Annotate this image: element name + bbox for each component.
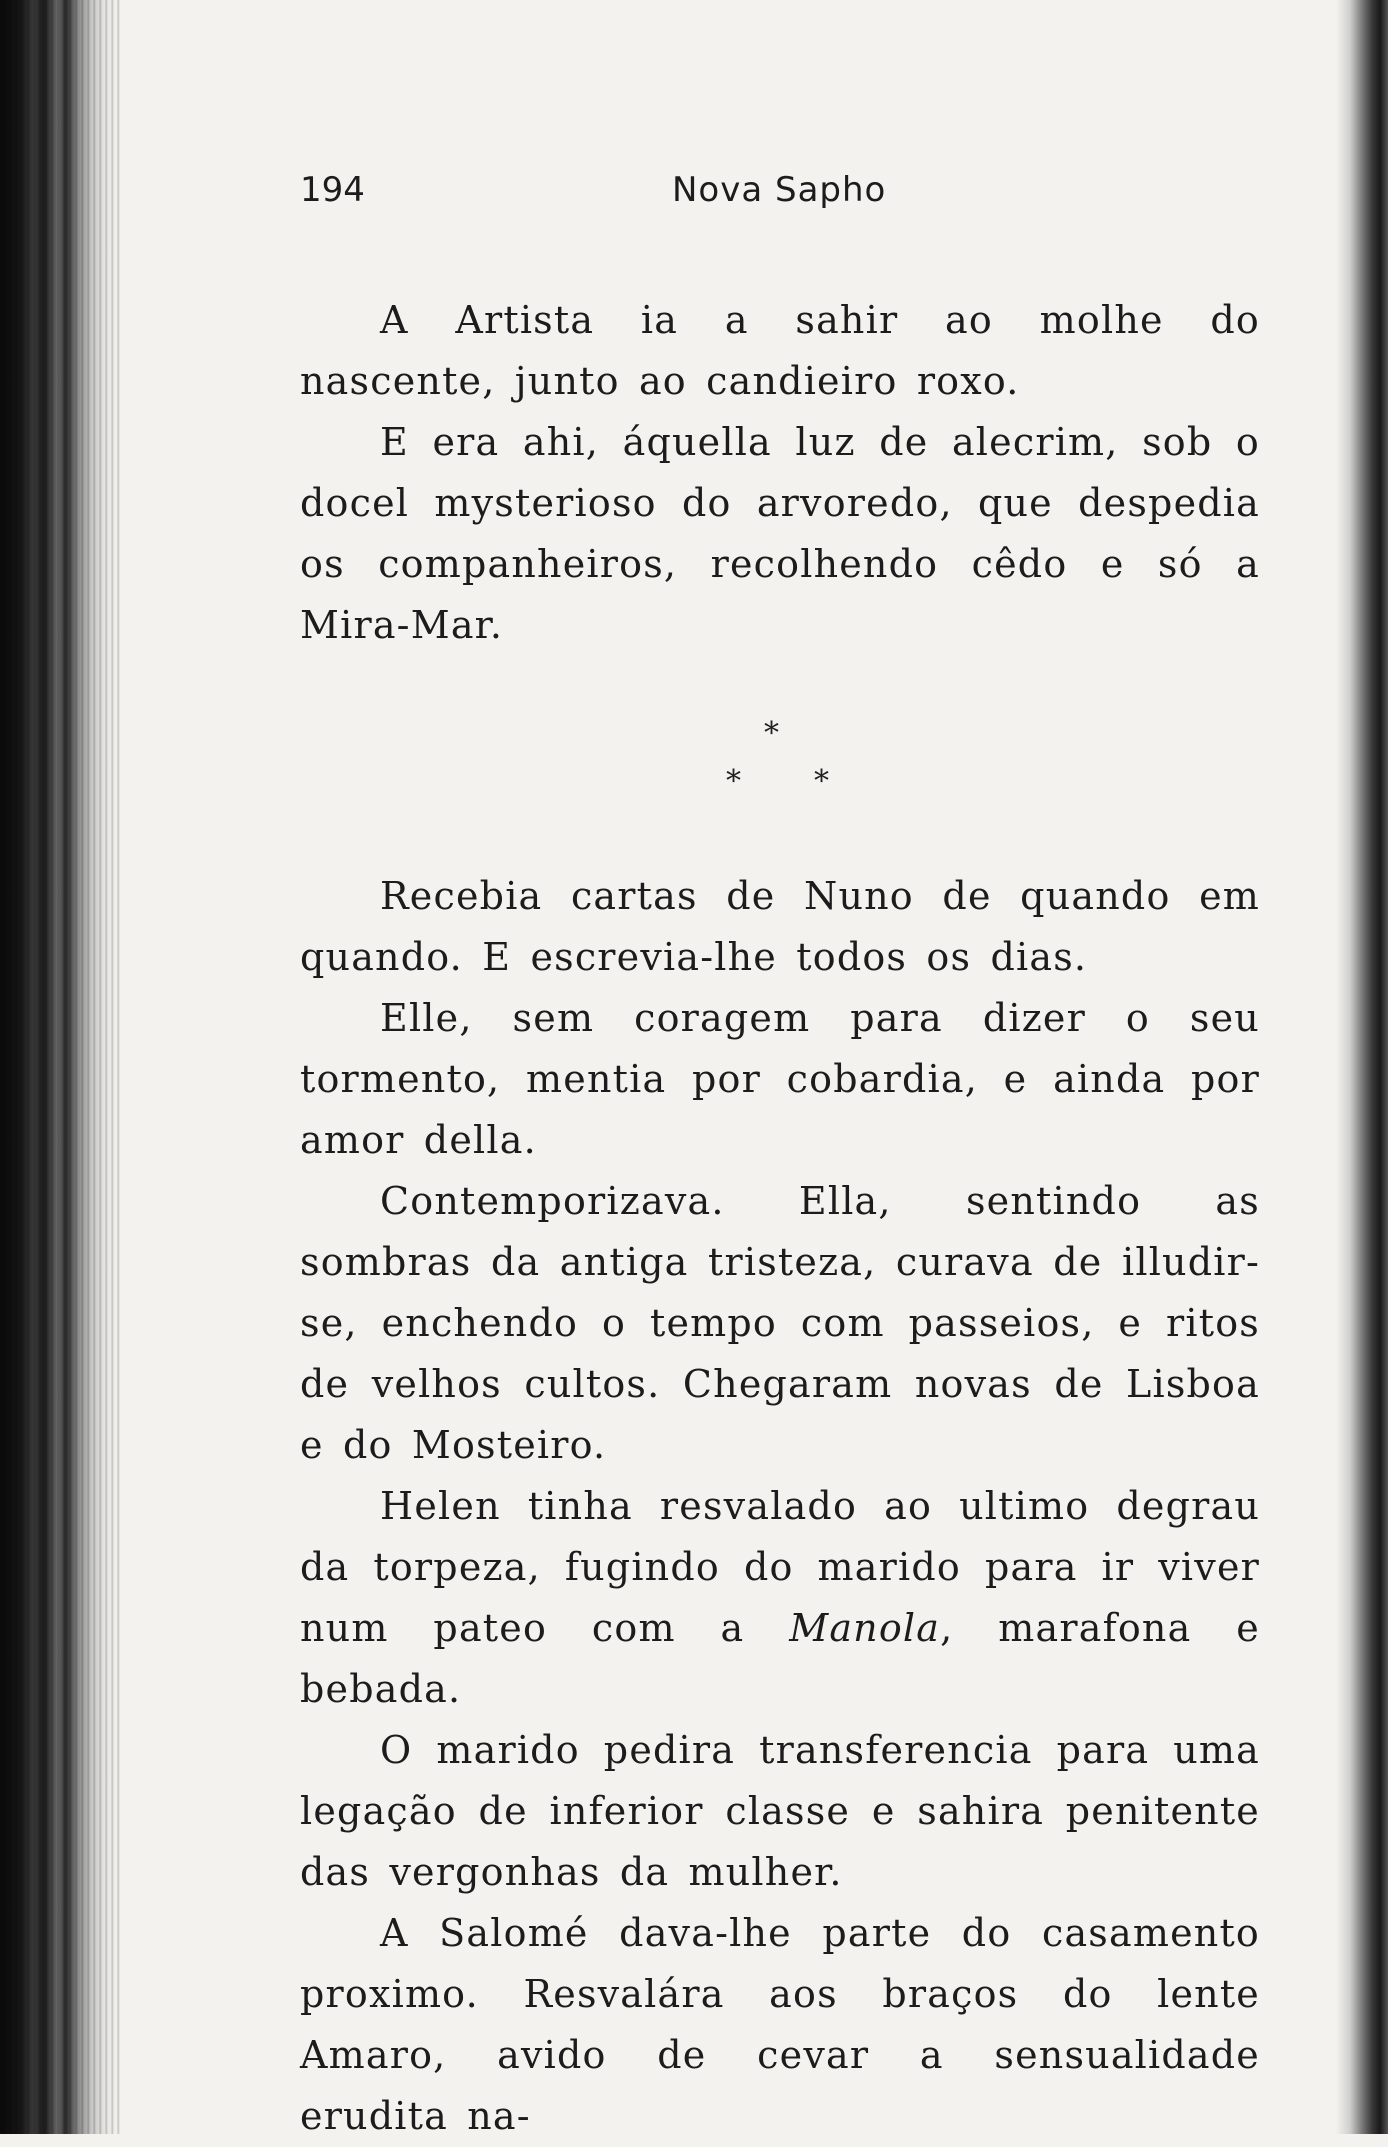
book-page xyxy=(300,160,1260,2147)
paragraph: E era ahi, áquella luz de alecrim, sob o docel mysterioso do arvoredo, que despedia os companheiros, recolhendo cêdo e só a Mira-Mar. xyxy=(300,420,1260,647)
text-section-1 xyxy=(300,290,1260,656)
text-section-2 xyxy=(300,866,1260,2147)
paragraph: O marido pedira transferencia para uma legação de inferior classe e sahira penitente das vergonhas da mulher. xyxy=(300,1728,1260,1894)
asterisk: * xyxy=(814,764,829,799)
page-number: 194 xyxy=(300,170,365,210)
paragraph: Recebia cartas de Nuno de quando em quando. E escrevia-lhe todos os dias. xyxy=(300,874,1260,979)
book-title: Nova Sapho xyxy=(672,170,887,210)
page-edge-shadow xyxy=(1336,0,1388,2134)
asterisk: * xyxy=(726,764,741,799)
paragraph: A Salomé dava-lhe parte do casamento proximo. Resvalára aos braços do lente Amaro, avido de cevar a sensualidade erudita na- xyxy=(300,1911,1260,2138)
section-separator xyxy=(300,656,1260,866)
paragraph: A Artista ia a sahir ao molhe do nascente, junto ao candieiro roxo. xyxy=(300,298,1260,403)
running-head xyxy=(300,160,1260,220)
asterisk: * xyxy=(764,716,779,751)
italic-name: Manola xyxy=(789,1606,941,1650)
paragraph-text: , marafona e bebada. xyxy=(300,1606,1260,1711)
paragraph: Contemporizava. Ella, sentindo as sombras da antiga tristeza, curava de illudir-se, enchendo o tempo com passeios, e ritos de velhos cultos. Chegaram novas de Lisboa e do Mosteiro. xyxy=(300,1179,1260,1467)
paragraph-text: Helen tinha resvalado ao ultimo degrau da torpeza, fugindo do marido para ir viver num pateo com a xyxy=(300,1484,1260,1650)
paragraph xyxy=(300,1476,1260,1720)
book-binding-shadow xyxy=(0,0,120,2134)
paragraph: Elle, sem coragem para dizer o seu tormento, mentia por cobardia, e ainda por amor della. xyxy=(300,996,1260,1162)
